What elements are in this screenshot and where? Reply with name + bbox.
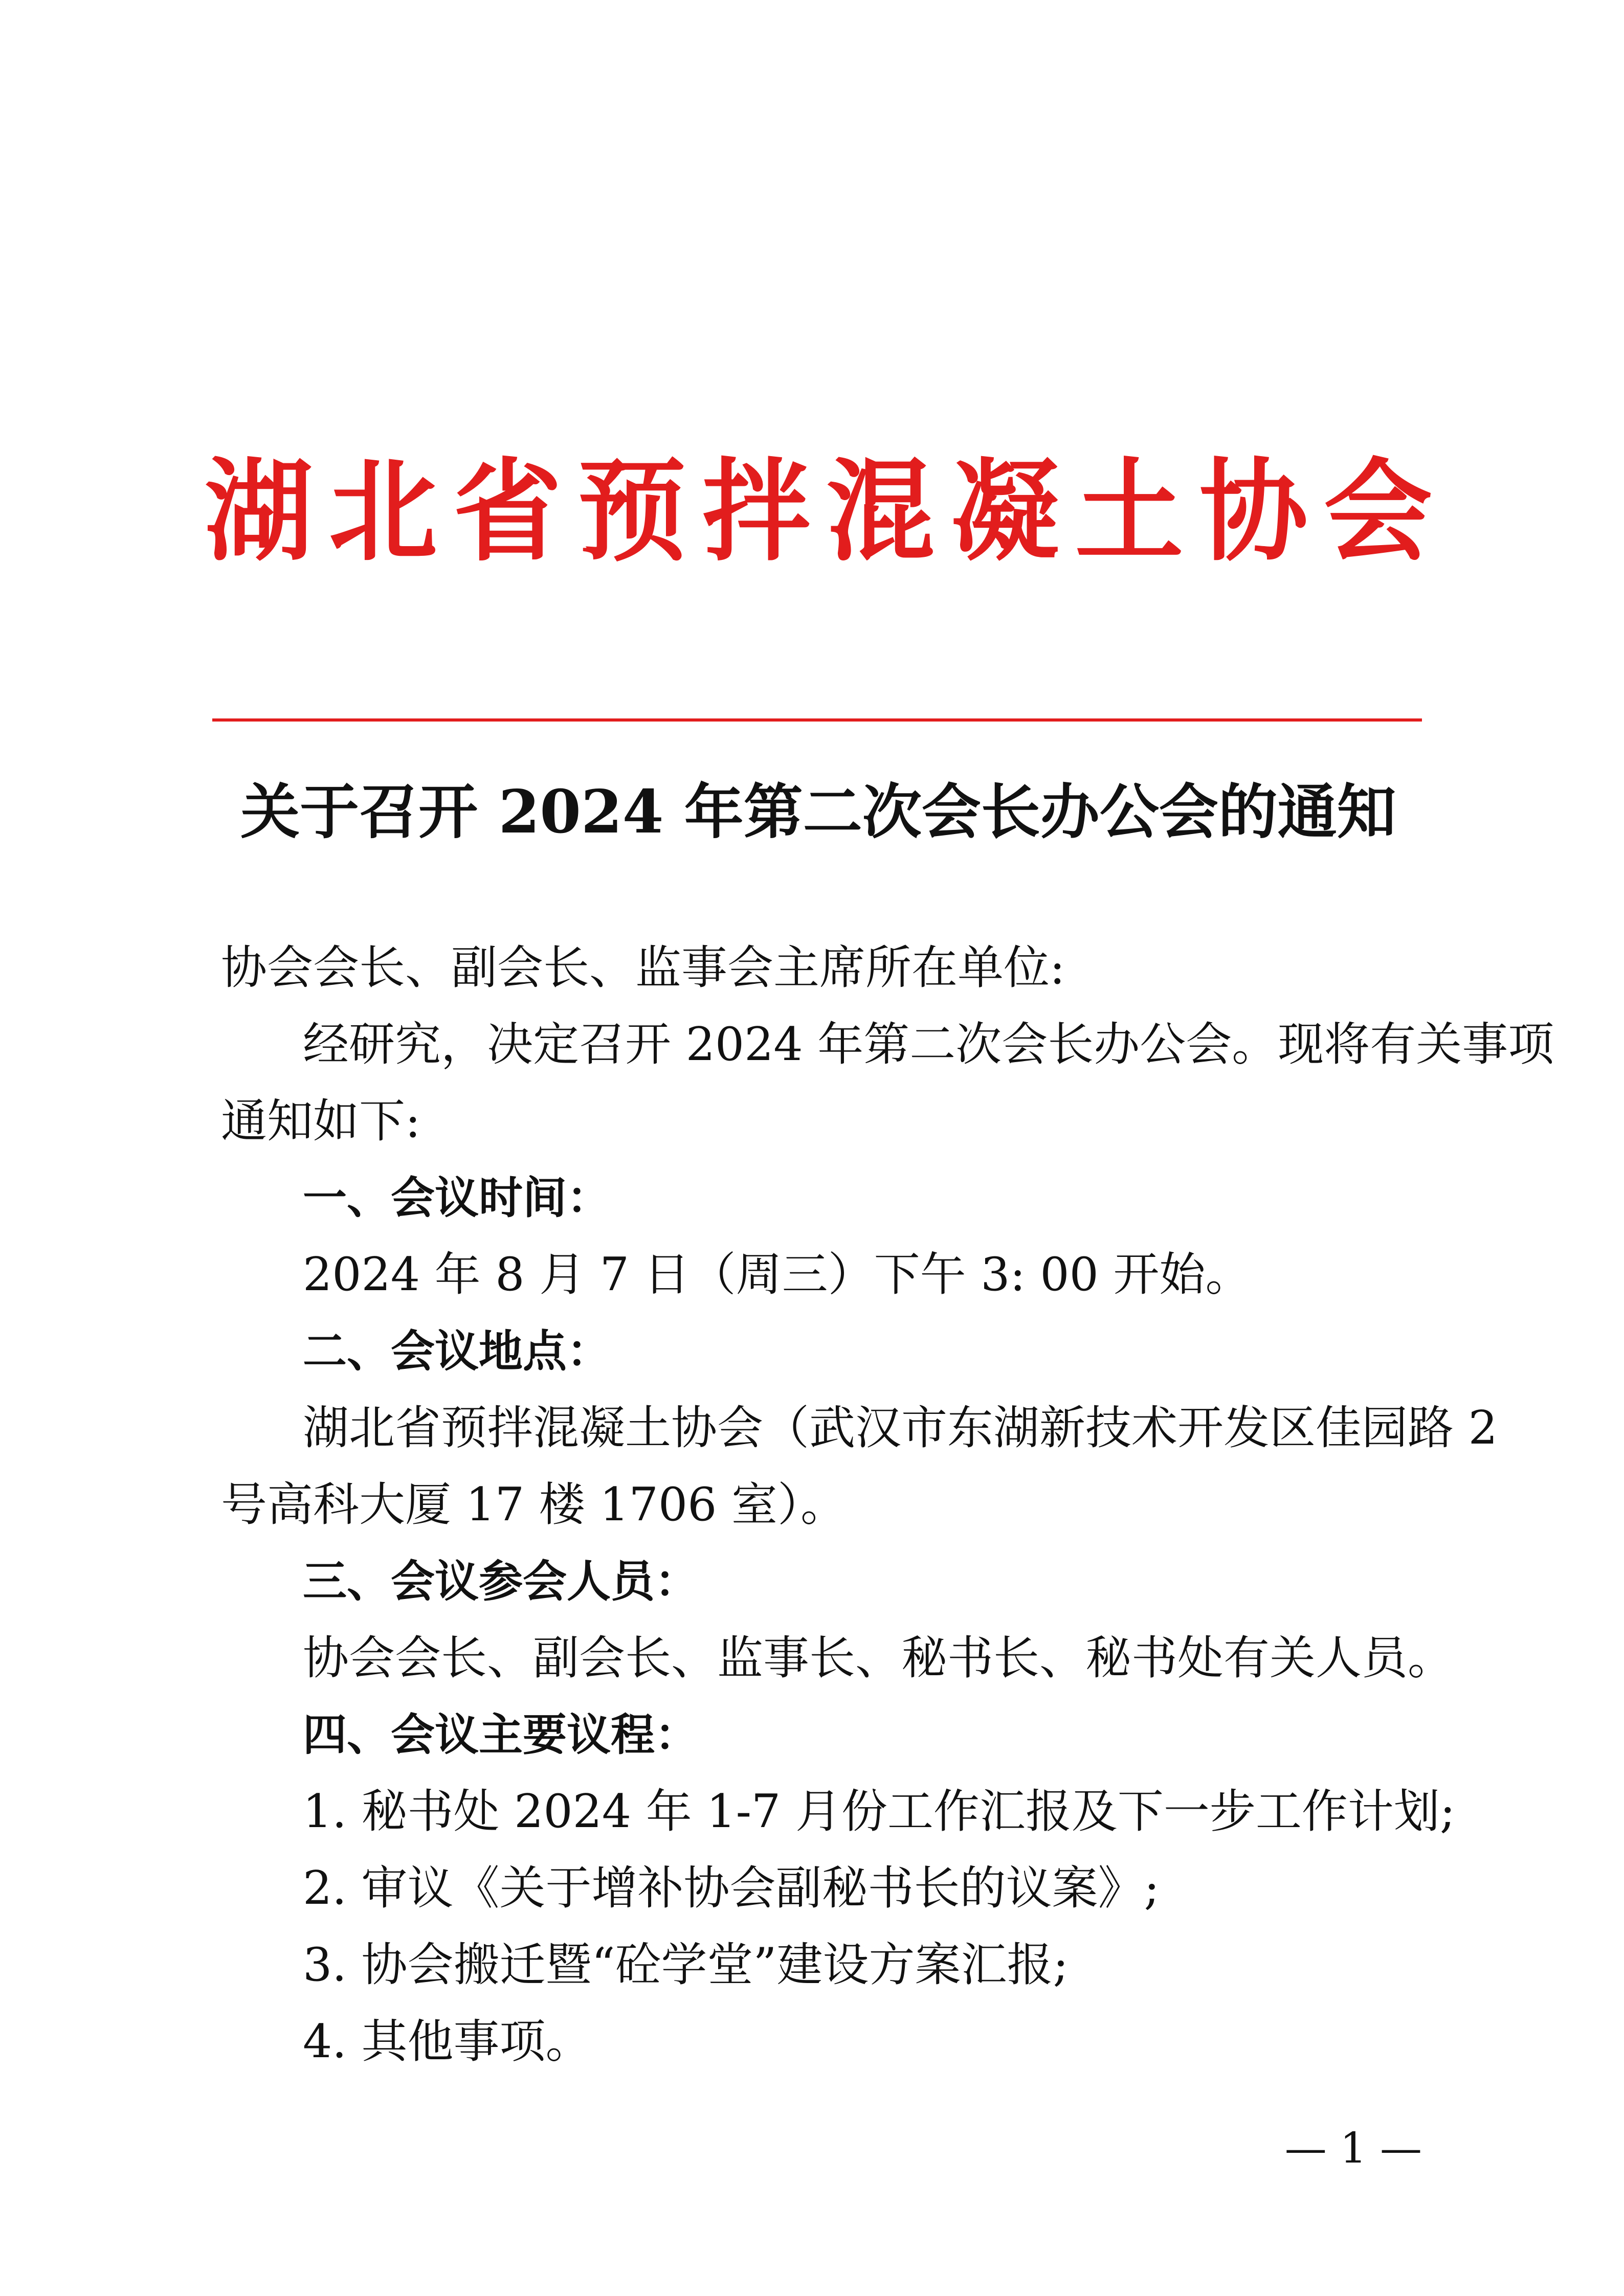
organization-title-char: 湖: [205, 446, 313, 576]
section-heading-time: 一、会议时间：: [303, 1173, 611, 1224]
agenda-item: 4. 其他事项。: [303, 2015, 592, 2068]
organization-title-char: 拌: [702, 446, 811, 576]
attendee-list: 协会会长、副会长、监事长、秘书长、秘书处有关人员。: [303, 1631, 1454, 1685]
agenda-item: 1. 秘书处 2024 年 1-7 月份工作汇报及下一步工作计划;: [303, 1785, 1456, 1838]
meeting-location-line: 湖北省预拌混凝土协会（武汉市东湖新技术开发区佳园路 2: [303, 1401, 1498, 1455]
intro-paragraph-line: 通知如下:: [221, 1094, 421, 1148]
section-heading-attendees: 三、会议参会人员：: [303, 1556, 699, 1607]
organization-title-char: 土: [1075, 446, 1184, 576]
page-number: — 1 —: [1284, 2124, 1422, 2173]
salutation: 协会会长、副会长、监事会主席所在单位:: [221, 941, 1065, 995]
organization-title: [205, 446, 1432, 576]
organization-title-char: 预: [577, 446, 686, 576]
agenda-item: 2. 审议《关于增补协会副秘书长的议案》;: [303, 1861, 1160, 1915]
organization-title-char: 协: [1199, 446, 1308, 576]
organization-title-char: 省: [453, 446, 562, 576]
organization-title-char: 北: [329, 446, 438, 576]
agenda-item: 3. 协会搬迁暨“砼学堂”建设方案汇报;: [303, 1938, 1069, 1992]
section-heading-location: 二、会议地点：: [303, 1326, 611, 1377]
header-divider: [212, 718, 1422, 722]
section-heading-agenda: 四、会议主要议程：: [303, 1709, 699, 1761]
meeting-time: 2024 年 8 月 7 日（周三）下午 3: 00 开始。: [303, 1248, 1252, 1301]
organization-title-char: 凝: [950, 446, 1059, 576]
organization-title-char: 混: [826, 446, 935, 576]
meeting-location-line: 号高科大厦 17 楼 1706 室）。: [221, 1478, 847, 1532]
notice-title: 关于召开 2024 年第二次会长办公会的通知: [240, 777, 1396, 847]
organization-title-char: 会: [1323, 446, 1432, 576]
intro-paragraph-line: 经研究，决定召开 2024 年第二次会长办公会。现将有关事项: [303, 1018, 1554, 1071]
